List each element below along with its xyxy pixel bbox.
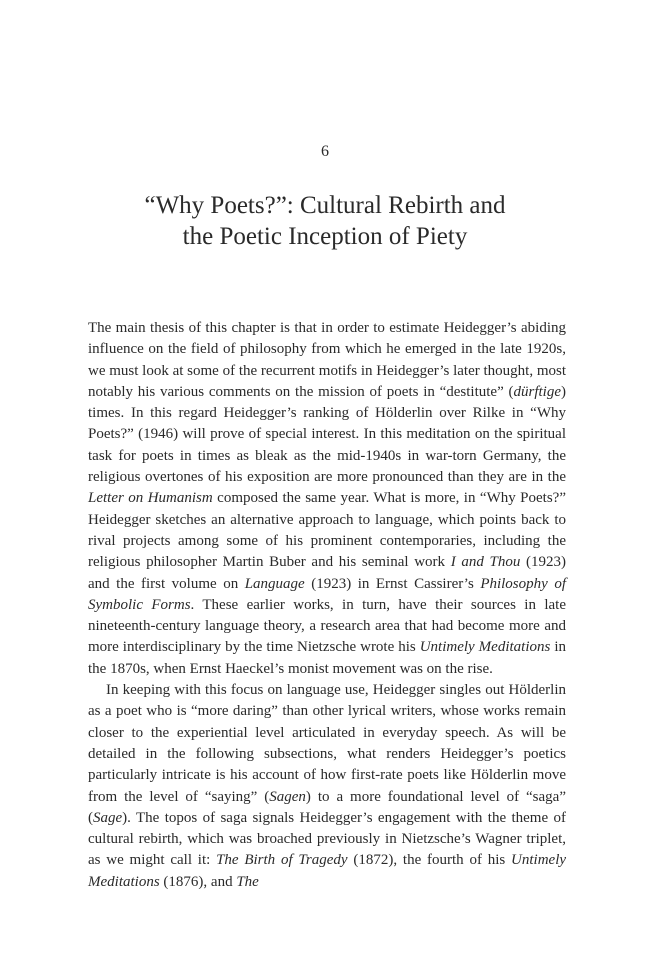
body-paragraph	[88, 318, 566, 680]
text-run: (1923) in Ernst Cassirer’s	[304, 575, 481, 592]
chapter-title	[60, 190, 590, 252]
text-run: ) to a more foundational level of “saga” (	[88, 788, 566, 826]
italic-text: Sage	[93, 809, 123, 826]
chapter-title-line-2: the Poetic Inception of Piety	[182, 223, 468, 250]
italic-text: Language	[244, 575, 305, 592]
text-run: ) times. In this regard Heidegger’s ranking of Hölderlin over Rilke in “Why Poets?” (1946) will prove of special interest. In this meditation on the spiritual task for poets in times as bleak as the mid-1940s in war-torn Germany, the religious overtones of his exposition are more pronounced than they are in the	[88, 383, 566, 486]
italic-text: The	[236, 873, 259, 890]
chapter-number: 6	[321, 143, 329, 160]
body-paragraph	[88, 680, 566, 893]
text-run: In keeping with this focus on language use, Heidegger singles out Hölderlin as a poet who is “more daring” than other lyrical writers, whose works remain closer to the experiential level articulated in everyday speech. As will be detailed in the following subsections, what renders Heidegger’s poetics particularly intricate is his account of how first-rate poets like Hölderlin move from the level of “saying” (	[88, 682, 566, 805]
italic-text: dürftige	[513, 383, 561, 400]
text-run: (1876), and	[159, 873, 237, 890]
text-run: ). The topos of saga signals Heidegger’s engagement with the theme of cultural rebirth, which was broached previously in Nietzsche’s Wagner triplet, as we might call it:	[88, 809, 566, 869]
body-text	[88, 318, 566, 893]
text-run: (1872), the fourth of his	[347, 852, 512, 869]
text-run: The main thesis of this chapter is that in order to estimate Heidegger’s abiding influence on the field of philosophy from which he emerged in the late 1920s, we must look at some of the recurrent motifs in Heidegger’s later thought, most notably his various comments on the mission of poets in “destitute” (	[88, 320, 566, 400]
text-run: . These earlier works, in turn, have their sources in late nineteenth-century language theory, a research area that had become more and more interdisciplinary by the time Nietzsche wrote his	[88, 596, 566, 656]
italic-text: Untimely Meditations	[88, 852, 567, 890]
italic-text: Letter on Humanism	[88, 490, 213, 507]
italic-text: Sagen	[269, 788, 306, 805]
italic-text: I and Thou	[450, 554, 521, 571]
italic-text: Untimely Meditations	[419, 639, 551, 656]
italic-text: Philosophy of Symbolic Forms	[88, 575, 566, 613]
text-run: in the 1870s, when Ernst Haeckel’s monist movement was on the rise.	[88, 639, 566, 677]
chapter-title-line-1: “Why Poets?”: Cultural Rebirth and	[144, 192, 506, 219]
text-run: (1923) and the first volume on	[88, 554, 566, 592]
text-run: composed the same year. What is more, in “Why Poets?” Heidegger sketches an alternative approach to language, which points back to rival projects among some of his prominent contemporaries, including the religious philosopher Martin Buber and his seminal work	[88, 490, 566, 571]
italic-text: The Birth of Tragedy	[216, 852, 348, 869]
